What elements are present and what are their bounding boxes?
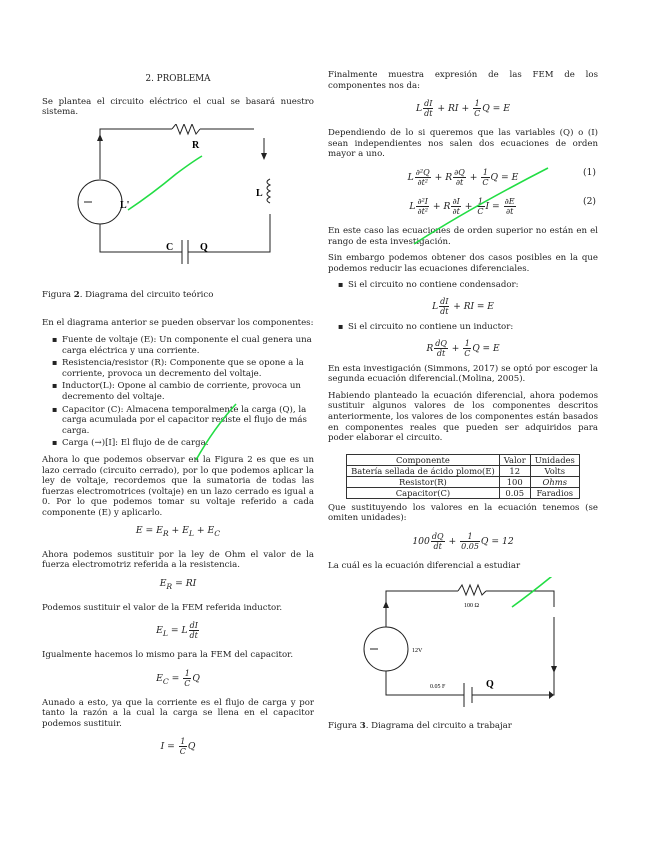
resistor-symbol xyxy=(172,124,200,134)
kirchhoff-paragraph: Ahora lo que podemos observar en la Figura 2 es que es un lazo cerrado (circuito cerrado), por lo que podemos aplicar la ley de voltaje, recordemos que la sumatoria de todas las fuerzas electromotrices (voltaje) en un lazo cerrado es igual a 0. Por lo que podemos tomar su voltaje referido a cada componente (E) y aplicarlo. xyxy=(42,454,314,518)
table-row: Batería sellada de ácido plomo(E) 12 Volts xyxy=(347,465,580,476)
substitute-paragraph: Que sustituyendo los valores en la ecuación tenemos (se omiten unidades): xyxy=(328,502,598,524)
section-heading: 2. PROBLEMA xyxy=(145,74,211,84)
label-Q: Q xyxy=(486,679,494,691)
label-C: C xyxy=(166,241,174,253)
arrow-icon xyxy=(261,153,267,160)
list-item: ▪ Si el circuito no contiene un inductor: xyxy=(348,322,598,333)
left-column xyxy=(42,70,314,766)
chosen-paragraph: En esta investigación (Simmons, 2017) se optó por escoger la segunda ecuación diferencial.(Molina, 2005). xyxy=(328,363,598,385)
equation-2: L $\frac{\text{∂²I}}{\text{∂t²}}$ + R $\frac{\partial I}{\partial t}$ + $\frac{1}{C}$ I = $\frac{\partial E}{\partial t}$ (2) xyxy=(409,195,596,216)
table-header: Valor xyxy=(499,454,530,465)
label-R: R xyxy=(192,139,200,151)
equation-fem: L $\frac{dI}{dt}$ + RI + $\frac{1}{C}$ Q = E xyxy=(416,99,510,119)
list-item: ▪ Carga (→)[I]: El flujo de de carga. xyxy=(62,438,314,449)
inductor-paragraph: Podemos sustituir el valor de la FEM referida inductor. xyxy=(42,602,283,613)
annotation-stroke xyxy=(512,577,598,607)
components-list xyxy=(42,335,314,449)
arrow-icon xyxy=(551,666,557,673)
values-paragraph: Habiendo planteado la ecuación diferencial, ahora podemos sustituir algunos valores de los componentes descritos anteriormente, los valores de los componentes están basados en componentes reales que pueden ser adquiridos para poder elaborar el circuito. xyxy=(328,390,598,444)
figure-3-caption: Figura 3. Diagrama del circuito a trabajar xyxy=(328,721,512,732)
equation-sum: $E = E_R + E_L + E_C$ xyxy=(135,525,221,539)
components-intro: En el diagrama anterior se pueden observar los componentes: xyxy=(42,318,314,329)
equation-case2: R $\frac{dQ}{dt}$ + $\frac{1}{C}$ Q = E xyxy=(426,338,500,358)
arrow-icon xyxy=(97,134,103,141)
list-item: ▪ Inductor(L): Opone al cambio de corriente, provoca un decremento del voltaje. xyxy=(62,381,314,402)
fem-intro: Finalmente muestra expresión de las FEM de los componentes nos da: xyxy=(328,70,598,91)
equation-final: 100 $\frac{dQ}{dt}$ + $\frac{1}{0.05}$ Q = 12 xyxy=(412,531,514,551)
right-column xyxy=(328,70,598,750)
equation-ec: $E_C$ = $\frac{1}{C}$ Q xyxy=(156,668,200,688)
label-Q: Q xyxy=(200,241,208,253)
cases-list-2 xyxy=(328,322,598,333)
figure-2-circuit xyxy=(42,124,314,284)
equation-el: $E_L = L$ $\frac{dI}{dt}$ xyxy=(156,621,198,641)
current-paragraph: Aunado a esto, ya que la corriente es el flujo de carga y por tanto la razón a la cual la carga se llena en el capacitor podemos sustituir. xyxy=(42,697,314,729)
figure-2-caption: Figura 2. Diagrama del circuito teórico xyxy=(42,289,214,300)
final-paragraph: La cuál es la ecuación diferencial a estudiar xyxy=(328,560,521,571)
equation-case1: L $\frac{dI}{dt}$ + RI = E xyxy=(432,296,494,316)
arrow-icon xyxy=(549,691,554,699)
label-L: L xyxy=(256,187,263,199)
equation-er: $E_R$ = RI xyxy=(159,578,197,591)
label-E: L' xyxy=(120,199,130,211)
resistor-symbol xyxy=(458,585,486,595)
annotation-stroke xyxy=(128,156,202,210)
capacitor-symbol xyxy=(182,240,188,264)
label-C: 0.05 F xyxy=(430,684,446,691)
table-header: Componente xyxy=(347,454,500,465)
list-item: ▪ Resistencia/resistor (R): Componente que se opone a la corriente, provoca un decremento del voltaje. xyxy=(62,358,314,379)
cases-list xyxy=(328,280,598,291)
dependence-paragraph: Dependiendo de lo si queremos que las variables (Q) o (I) sean independientes nos salen dos ecuaciones de orden mayor a uno. xyxy=(328,128,598,160)
arrow-icon xyxy=(383,601,389,608)
components-table xyxy=(346,454,580,499)
table-row: Resistor(R) 100 Ohms xyxy=(347,476,580,487)
inductor-symbol xyxy=(267,179,270,203)
list-item: ▪ Fuente de voltaje (E): Un componente el cual genera una carga eléctrica y una corriente. xyxy=(62,335,314,356)
equation-i: I = $\frac{1}{C}$ Q xyxy=(160,737,196,757)
capacitor-symbol xyxy=(464,683,472,707)
ohm-paragraph: Ahora podemos sustituir por la ley de Ohm el valor de la fuerza electromotriz referida a la resistencia. xyxy=(42,549,314,571)
equation-1: L $\frac{\text{∂²Q}}{\text{∂t²}}$ + R $\frac{\partial Q}{\partial t}$ + $\frac{1}{C}$ Q = E (1) xyxy=(407,166,596,187)
capacitor-paragraph: Igualmente hacemos lo mismo para la FEM del capacitor. xyxy=(42,650,294,661)
intro-paragraph: Se plantea el circuito eléctrico el cual se basará nuestro sistema. xyxy=(42,96,314,118)
cases-paragraph: Sin embargo podemos obtener dos casos posibles en la que podemos reducir las ecuaciones diferenciales. xyxy=(328,253,598,274)
list-item: ▪ Capacitor (C): Almacena temporalmente la carga (Q), la carga acumulada por el capacitor resiste el flujo de más carga. xyxy=(62,405,314,437)
figure-3-circuit xyxy=(328,577,598,715)
list-item: ▪ Si el circuito no contiene condensador: xyxy=(348,280,598,291)
label-E: 12V xyxy=(412,648,423,655)
table-header: Unidades xyxy=(530,454,579,465)
higher-order-paragraph: En este caso las ecuaciones de orden superior no están en el rango de esta investigación. xyxy=(328,225,598,247)
label-R: 100 Ω xyxy=(464,603,479,610)
wire-top-left xyxy=(100,129,172,138)
table-row: Capacitor(C) 0.05 Faradios xyxy=(347,487,580,498)
